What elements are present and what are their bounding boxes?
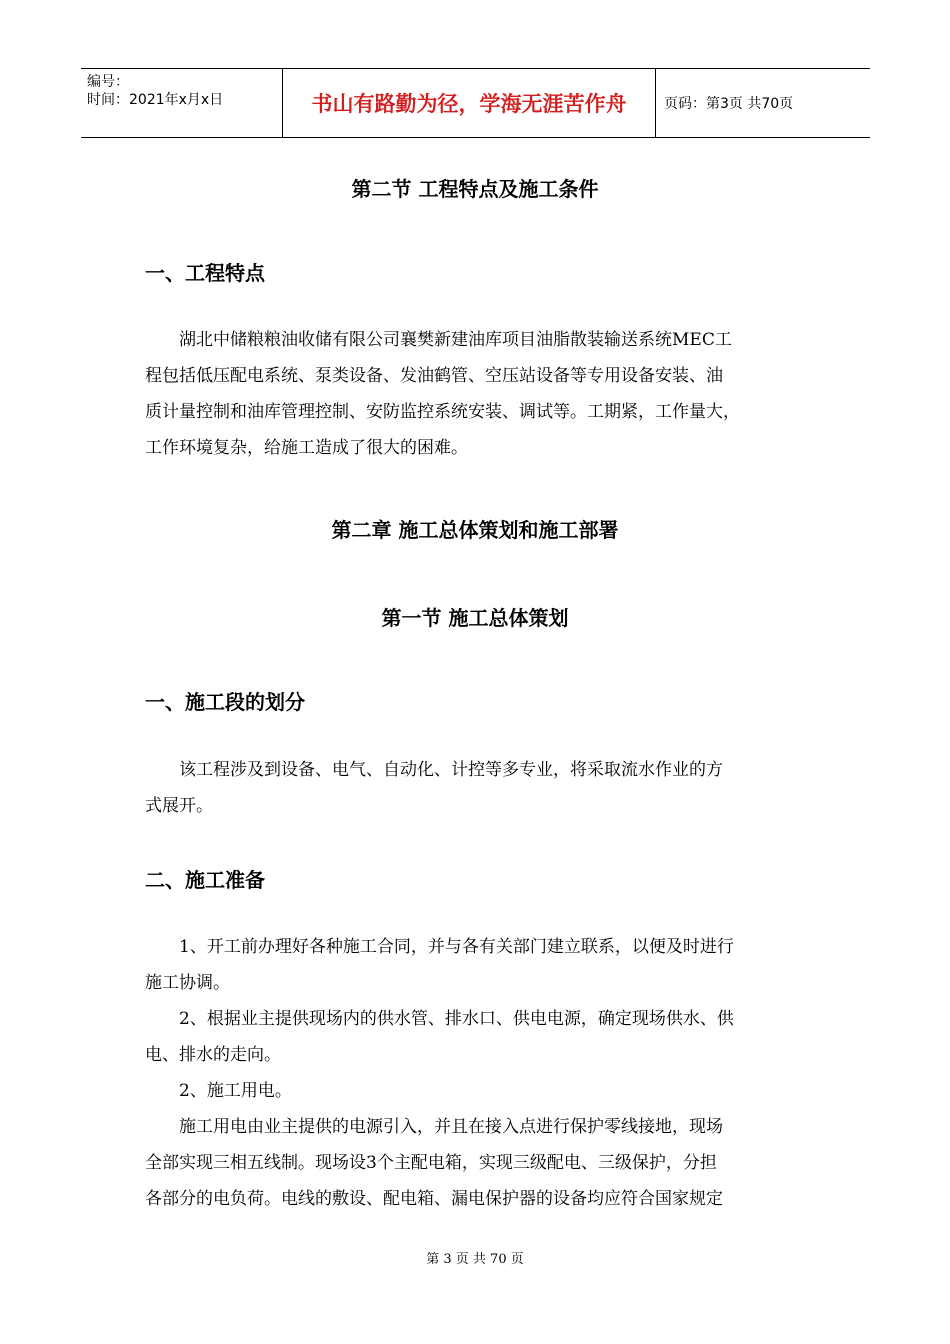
paragraph-line: 质计量控制和油库管理控制、安防监控系统安装、调试等。工期紧，工作量大， xyxy=(145,402,740,422)
page-footer: 第 3 页 共 70 页 xyxy=(426,1252,524,1267)
time-label: 时间：2021年x月x日 xyxy=(87,92,224,108)
heading-prep: 二、施工准备 xyxy=(145,868,265,892)
paragraph-line: 全部实现三相五线制。现场设3个主配电箱，实现三级配电、三级保护，分担 xyxy=(145,1153,717,1173)
paragraph-line: 1、开工前办理好各种施工合同，并与各有关部门建立联系，以便及时进行 xyxy=(179,937,734,957)
paragraph-line: 该工程涉及到设备、电气、自动化、计控等多专业，将采取流水作业的方 xyxy=(179,760,723,780)
paragraph-line: 施工协调。 xyxy=(145,973,230,993)
paragraph-line: 施工用电由业主提供的电源引入，并且在接入点进行保护零线接地，现场 xyxy=(179,1117,723,1137)
section1-title: 第一节 施工总体策划 xyxy=(381,606,569,630)
division-paragraph xyxy=(145,752,807,824)
paragraph-line: 电、排水的走向。 xyxy=(145,1045,281,1065)
heading-features: 一、工程特点 xyxy=(145,261,265,285)
header-meta xyxy=(81,69,282,137)
heading-division: 一、施工段的划分 xyxy=(145,690,305,714)
features-paragraph xyxy=(145,322,807,466)
header-page-info: 页码：第3页 共70页 xyxy=(664,96,794,112)
number-label: 编号： xyxy=(87,74,129,90)
page-header xyxy=(81,68,870,138)
paragraph-line: 湖北中储粮粮油收储有限公司襄樊新建油库项目油脂散装输送系统MEC工 xyxy=(179,330,732,350)
chapter-title: 第二章 施工总体策划和施工部署 xyxy=(331,518,619,542)
paragraph-line: 程包括低压配电系统、泵类设备、发油鹤管、空压站设备等专用设备安装、油 xyxy=(145,366,723,386)
paragraph-line: 2、施工用电。 xyxy=(179,1081,292,1101)
paragraph-line: 2、根据业主提供现场内的供水管、排水口、供电电源，确定现场供水、供 xyxy=(179,1009,734,1029)
prep-paragraph xyxy=(145,929,807,1217)
paragraph-line: 各部分的电负荷。电线的敷设、配电箱、漏电保护器的设备均应符合国家规定 xyxy=(145,1189,723,1209)
paragraph-line: 式展开。 xyxy=(145,796,213,816)
paragraph-line: 工作环境复杂，给施工造成了很大的困难。 xyxy=(145,438,468,458)
section-title: 第二节 工程特点及施工条件 xyxy=(351,177,599,201)
header-motto: 书山有路勤为径，学海无涯苦作舟 xyxy=(282,69,656,137)
